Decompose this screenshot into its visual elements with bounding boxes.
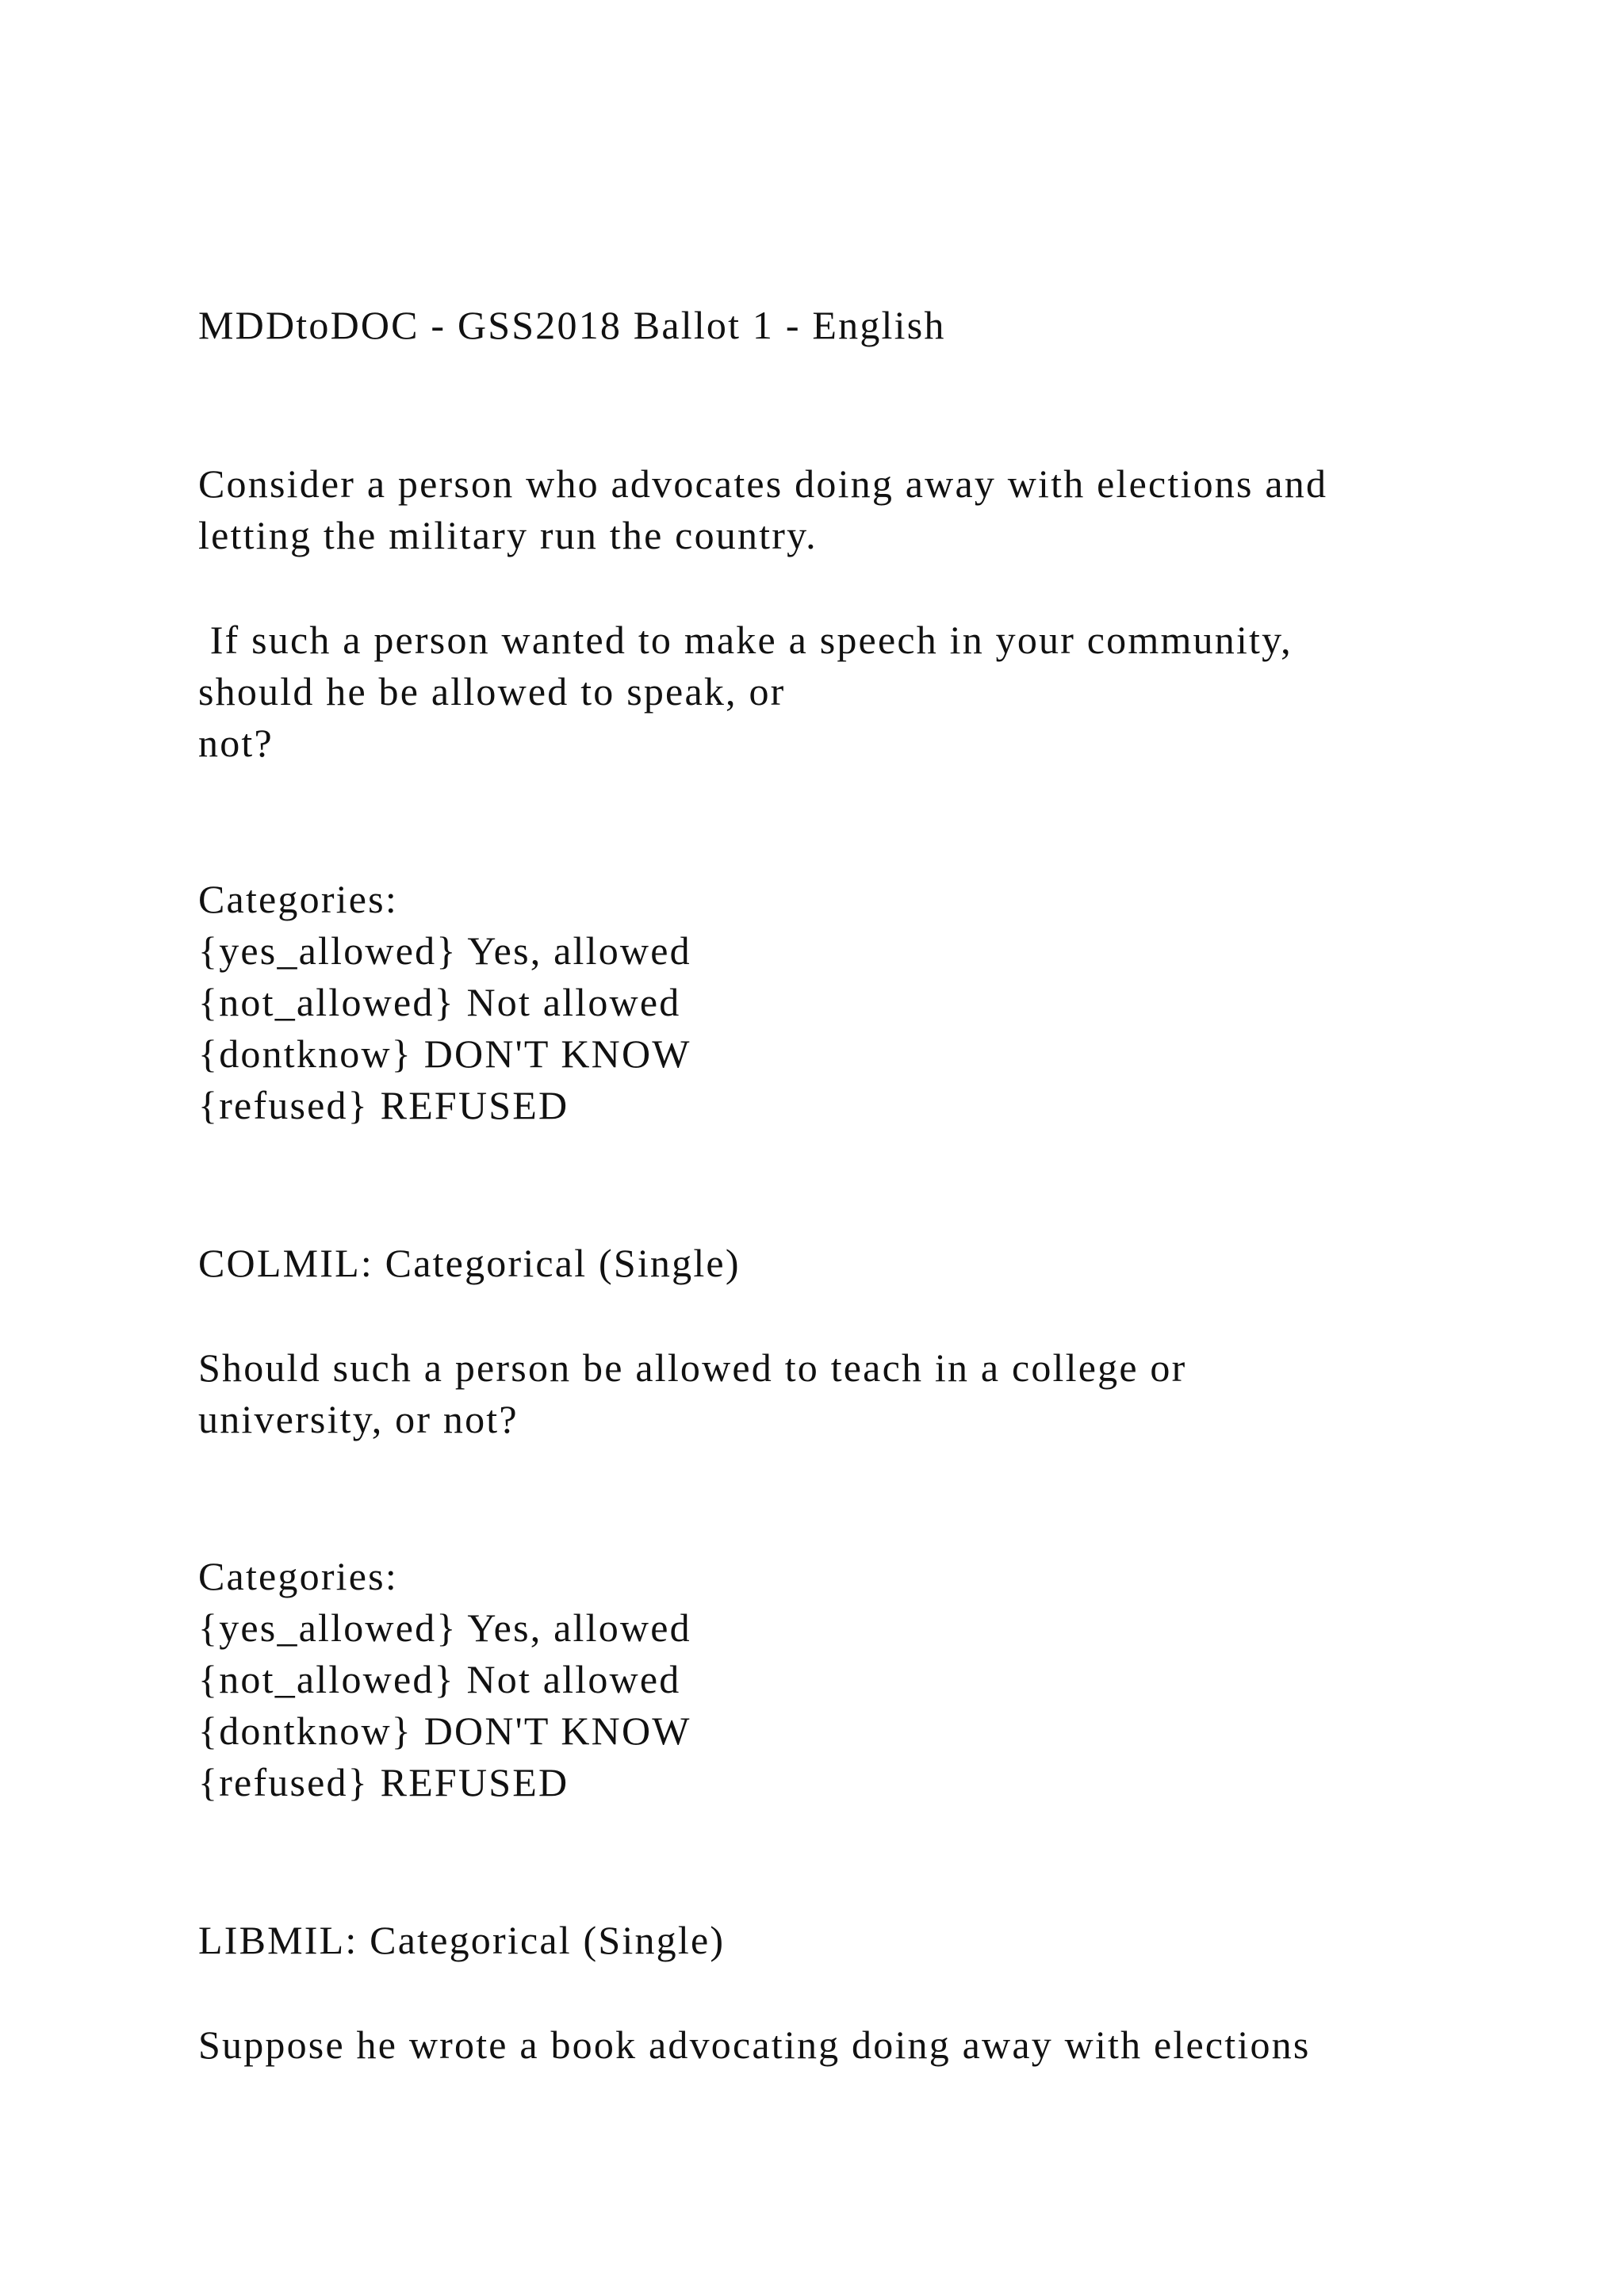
- libmil-question-line-1: Suppose he wrote a book advocating doing away with elections: [198, 2022, 1311, 2067]
- libmil-header: LIBMIL: Categorical (Single): [198, 1918, 726, 1962]
- document-title: MDDtoDOC - GSS2018 Ballot 1 - English: [198, 303, 946, 347]
- colmil-category-item: {not_allowed} Not allowed: [198, 1657, 681, 1701]
- spkmil-question-line-1: If such a person wanted to make a speech in your community,: [198, 618, 1293, 662]
- spkmil-category-item: {dontknow} DON'T KNOW: [198, 1031, 691, 1076]
- colmil-question-line-1: Should such a person be allowed to teach in a college or: [198, 1345, 1187, 1390]
- spkmil-categories-label: Categories:: [198, 877, 398, 921]
- colmil-categories-label: Categories:: [198, 1554, 398, 1598]
- colmil-category-item: {yes_allowed} Yes, allowed: [198, 1605, 691, 1650]
- colmil-question-line-2: university, or not?: [198, 1397, 519, 1441]
- spkmil-question-line-3: not?: [198, 721, 274, 765]
- spkmil-question-line-2: should he be allowed to speak, or: [198, 669, 786, 714]
- spkmil-category-item: {refused} REFUSED: [198, 1083, 569, 1127]
- intro-text-line-2: letting the military run the country.: [198, 513, 818, 557]
- spkmil-category-item: {yes_allowed} Yes, allowed: [198, 928, 691, 973]
- spkmil-category-item: {not_allowed} Not allowed: [198, 980, 681, 1024]
- colmil-header: COLMIL: Categorical (Single): [198, 1241, 741, 1285]
- intro-text-line-1: Consider a person who advocates doing away with elections and: [198, 461, 1328, 506]
- colmil-category-item: {dontknow} DON'T KNOW: [198, 1709, 691, 1753]
- colmil-category-item: {refused} REFUSED: [198, 1760, 569, 1804]
